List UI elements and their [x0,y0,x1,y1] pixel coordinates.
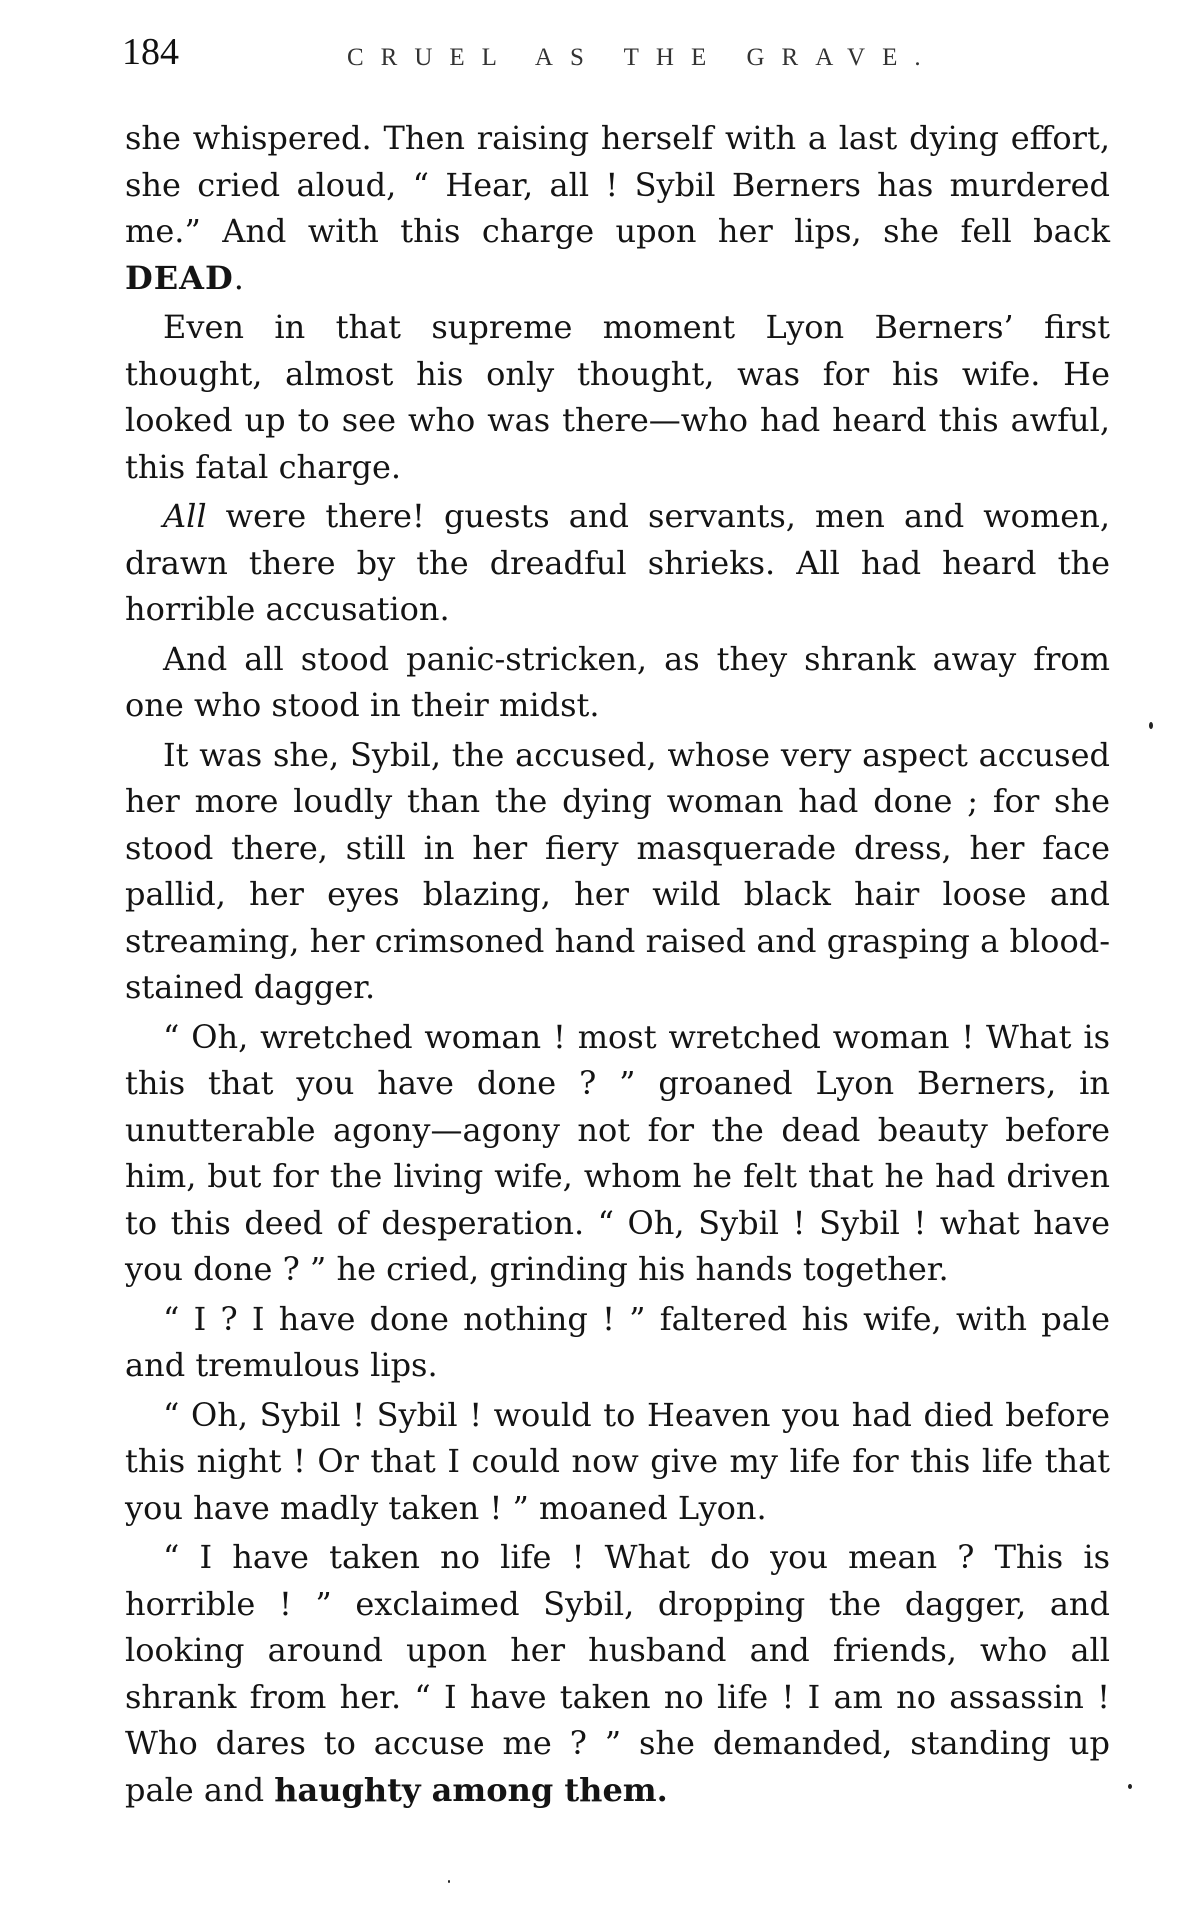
paragraph-8: “ Oh, Sybil ! Sybil ! would to Heaven you had died before this night ! Or that I could now give my life for this life that you have madly taken ! ” moaned Lyon. [125,1395,1110,1527]
paragraph-6: “ Oh, wretched woman ! most wretched woman ! What is this that you have done ? ” groaned Lyon Berners, in unutterable agony—agony not for the dead beauty before him, but for the living wife, whom he felt that he had driven to this deed of desperation. “ Oh, Sybil ! Sybil ! what have you done ? ” he cried, grinding his hands together. [125,1017,1110,1288]
paragraph-punct: . [233,258,244,297]
ink-speck [448,1880,450,1883]
running-title: CRUEL AS THE GRAVE. [347,44,938,71]
paragraph-9 [125,1534,1110,1813]
emphasis-dead: DEAD [125,258,234,297]
body-text [125,115,1110,1816]
paragraph-tail: haughty among them. [274,1770,668,1809]
paragraph-3 [125,493,1110,633]
paragraph-7: “ I ? I have done nothing ! ” faltered his wife, with pale and tremulous lips. [125,1299,1110,1384]
running-head [122,30,1122,100]
italic-lead: All [163,497,207,535]
paragraph-4: And all stood panic-stricken, as they shrank away from one who stood in their midst. [125,639,1110,724]
paragraph-text: “ I have taken no life ! What do you mean ? This is horrible ! ” exclaimed Sybil, dropping the dagger, and looking around upon her husband and friends, who all shrank from her. “ I have taken no life ! I am no assassin ! Who dares to accuse me ? ” she demanded, standing up pale and [125,1538,1110,1809]
paragraph-2: Even in that supreme moment Lyon Berners’ first thought, almost his only thought, was for his wife. He looked up to see who was there—who had heard this awful, this fatal charge. [125,308,1110,486]
ink-speck [1149,722,1153,729]
paragraph-5: It was she, Sybil, the accused, whose very aspect accused her more loudly than the dying woman had done ; for she stood there, still in her fiery masquerade dress, her face pallid, her eyes blazing, her wild black hair loose and streaming, her crimsoned hand raised and grasping a blood-stained dagger. [125,735,1110,1006]
page-number: 184 [122,31,179,73]
ink-speck [1128,1784,1132,1789]
paragraph-text: were there! guests and servants, men and women, drawn there by the dreadful shrieks. All had heard the horrible accusation. [125,497,1110,628]
paragraph-1 [125,115,1110,301]
paragraph-text: she whispered. Then raising herself with a last dying effort, she cried aloud, “ Hear, all ! Sybil Berners has murdered me.” And with this charge upon her lips, she fell back [125,119,1110,250]
